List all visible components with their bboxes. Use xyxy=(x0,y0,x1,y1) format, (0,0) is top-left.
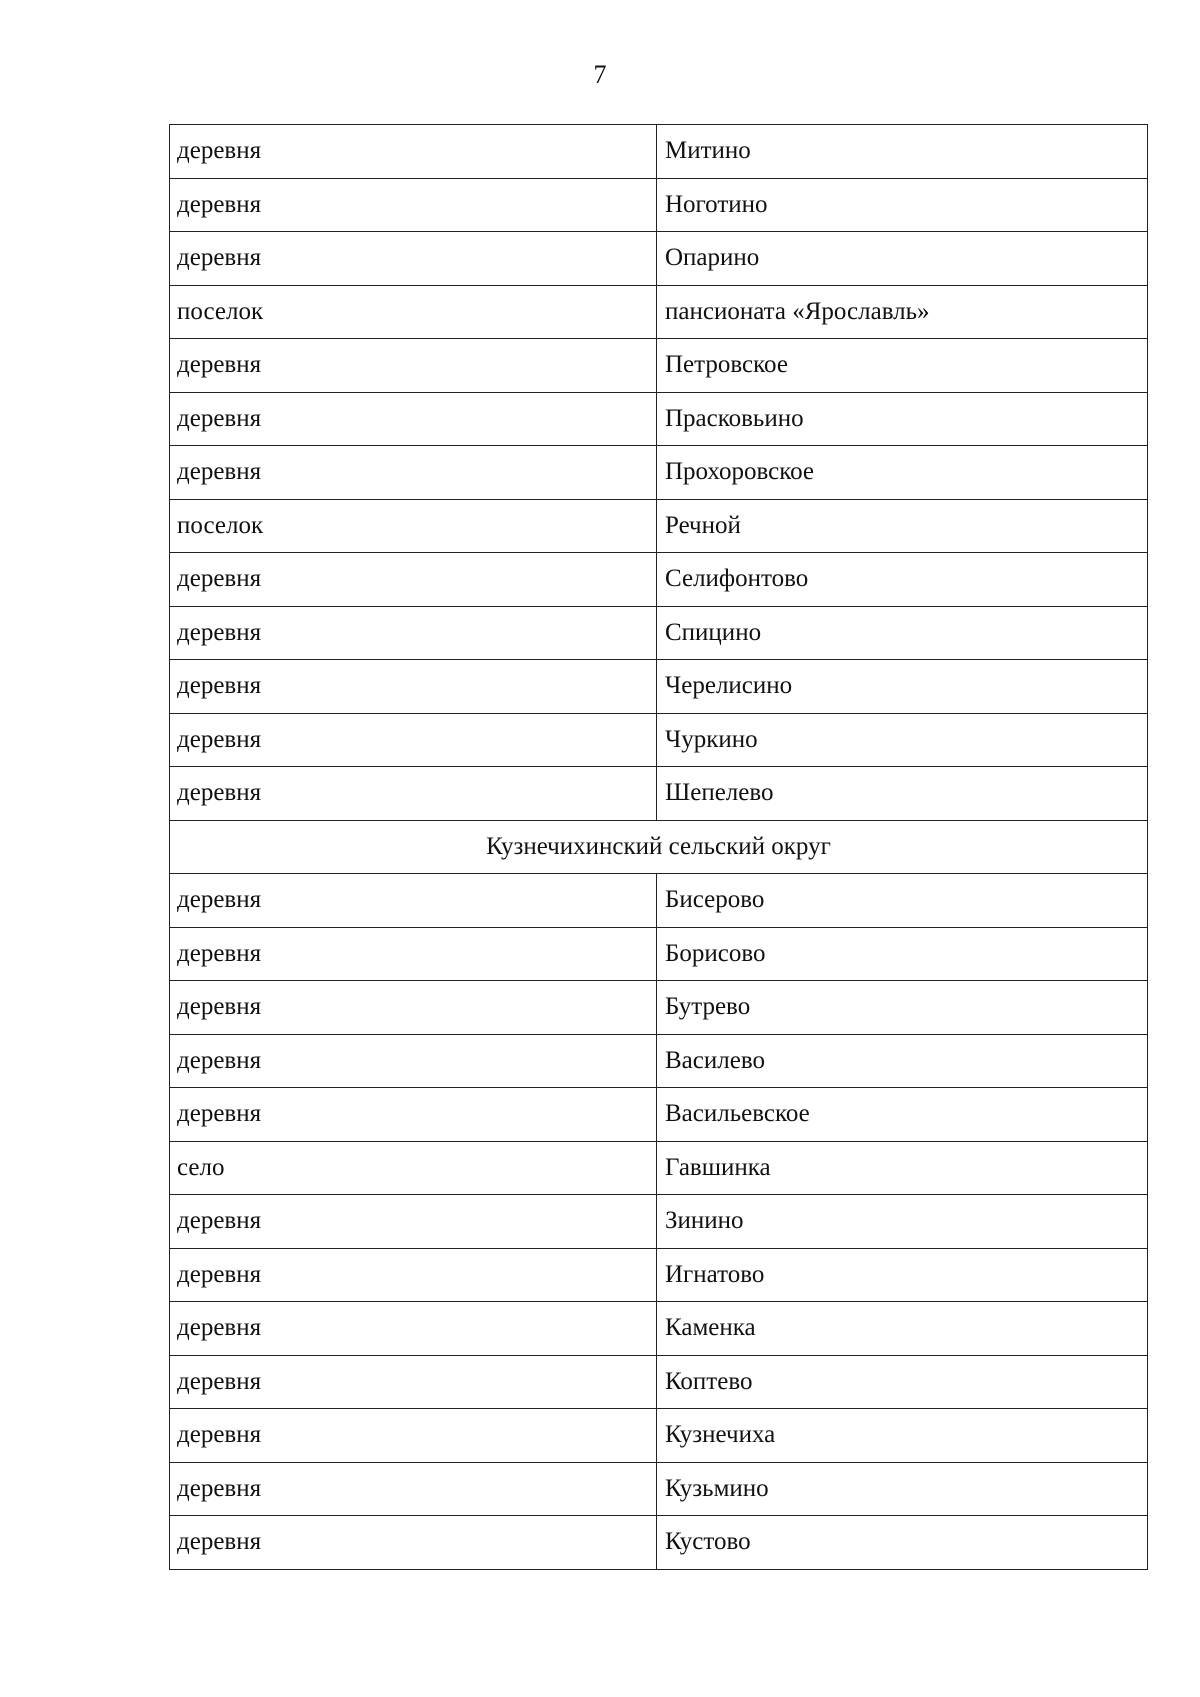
settlement-type-cell: деревня xyxy=(170,446,657,500)
table-row xyxy=(170,499,1148,553)
settlement-type-cell: деревня xyxy=(170,1248,657,1302)
settlement-name-cell: Васильевское xyxy=(657,1088,1148,1142)
settlement-name-cell: Гавшинка xyxy=(657,1141,1148,1195)
table-row xyxy=(170,767,1148,821)
table-row xyxy=(170,339,1148,393)
settlement-name-cell: Бутрево xyxy=(657,981,1148,1035)
table-row xyxy=(170,1462,1148,1516)
table-row xyxy=(170,606,1148,660)
table-row xyxy=(170,1516,1148,1570)
settlement-type-cell: деревня xyxy=(170,1516,657,1570)
settlement-name-cell: Митино xyxy=(657,125,1148,179)
settlement-type-cell: деревня xyxy=(170,927,657,981)
table-row xyxy=(170,1088,1148,1142)
table-row xyxy=(170,392,1148,446)
settlement-type-cell: деревня xyxy=(170,1462,657,1516)
settlement-type-cell: деревня xyxy=(170,1355,657,1409)
settlement-name-cell: Селифонтово xyxy=(657,553,1148,607)
settlements-table xyxy=(169,124,1148,1570)
section-header-row xyxy=(170,820,1148,874)
settlement-name-cell: Кустово xyxy=(657,1516,1148,1570)
settlement-name-cell: пансионата «Ярославль» xyxy=(657,285,1148,339)
settlement-type-cell: деревня xyxy=(170,1195,657,1249)
settlement-type-cell: поселок xyxy=(170,285,657,339)
settlement-type-cell: деревня xyxy=(170,232,657,286)
settlement-type-cell: деревня xyxy=(170,660,657,714)
table-row xyxy=(170,125,1148,179)
table-row xyxy=(170,1141,1148,1195)
table-row xyxy=(170,713,1148,767)
settlement-type-cell: деревня xyxy=(170,339,657,393)
settlements-table-body xyxy=(170,125,1148,1570)
table-row xyxy=(170,285,1148,339)
table-row xyxy=(170,927,1148,981)
settlement-type-cell: деревня xyxy=(170,392,657,446)
table-row xyxy=(170,1195,1148,1249)
settlement-type-cell: деревня xyxy=(170,981,657,1035)
settlement-type-cell: деревня xyxy=(170,713,657,767)
table-row xyxy=(170,1355,1148,1409)
settlement-type-cell: село xyxy=(170,1141,657,1195)
settlement-name-cell: Опарино xyxy=(657,232,1148,286)
section-title: Кузнечихинский сельский округ xyxy=(170,820,1148,874)
settlement-name-cell: Василево xyxy=(657,1034,1148,1088)
settlement-name-cell: Зинино xyxy=(657,1195,1148,1249)
settlement-type-cell: деревня xyxy=(170,1302,657,1356)
settlement-name-cell: Борисово xyxy=(657,927,1148,981)
settlement-name-cell: Каменка xyxy=(657,1302,1148,1356)
settlement-name-cell: Шепелево xyxy=(657,767,1148,821)
settlement-type-cell: поселок xyxy=(170,499,657,553)
settlement-type-cell: деревня xyxy=(170,178,657,232)
settlement-type-cell: деревня xyxy=(170,767,657,821)
table-row xyxy=(170,874,1148,928)
page-number: 7 xyxy=(593,60,607,89)
settlement-type-cell: деревня xyxy=(170,125,657,179)
table-row xyxy=(170,446,1148,500)
settlement-name-cell: Коптево xyxy=(657,1355,1148,1409)
table-row xyxy=(170,981,1148,1035)
table-row xyxy=(170,660,1148,714)
settlement-name-cell: Спицино xyxy=(657,606,1148,660)
settlement-type-cell: деревня xyxy=(170,874,657,928)
settlement-name-cell: Ноготино xyxy=(657,178,1148,232)
table-row xyxy=(170,1248,1148,1302)
settlement-name-cell: Прасковьино xyxy=(657,392,1148,446)
settlement-name-cell: Чуркино xyxy=(657,713,1148,767)
settlement-name-cell: Кузнечиха xyxy=(657,1409,1148,1463)
settlement-type-cell: деревня xyxy=(170,1034,657,1088)
settlement-name-cell: Кузьмино xyxy=(657,1462,1148,1516)
table-row xyxy=(170,232,1148,286)
settlement-name-cell: Черелисино xyxy=(657,660,1148,714)
settlement-type-cell: деревня xyxy=(170,606,657,660)
settlement-name-cell: Речной xyxy=(657,499,1148,553)
table-row xyxy=(170,1409,1148,1463)
table-row xyxy=(170,178,1148,232)
settlement-type-cell: деревня xyxy=(170,1088,657,1142)
table-row xyxy=(170,1302,1148,1356)
settlement-name-cell: Петровское xyxy=(657,339,1148,393)
settlement-name-cell: Игнатово xyxy=(657,1248,1148,1302)
settlement-type-cell: деревня xyxy=(170,1409,657,1463)
table-row xyxy=(170,1034,1148,1088)
table-row xyxy=(170,553,1148,607)
settlement-type-cell: деревня xyxy=(170,553,657,607)
settlement-name-cell: Прохоровское xyxy=(657,446,1148,500)
settlement-name-cell: Бисерово xyxy=(657,874,1148,928)
